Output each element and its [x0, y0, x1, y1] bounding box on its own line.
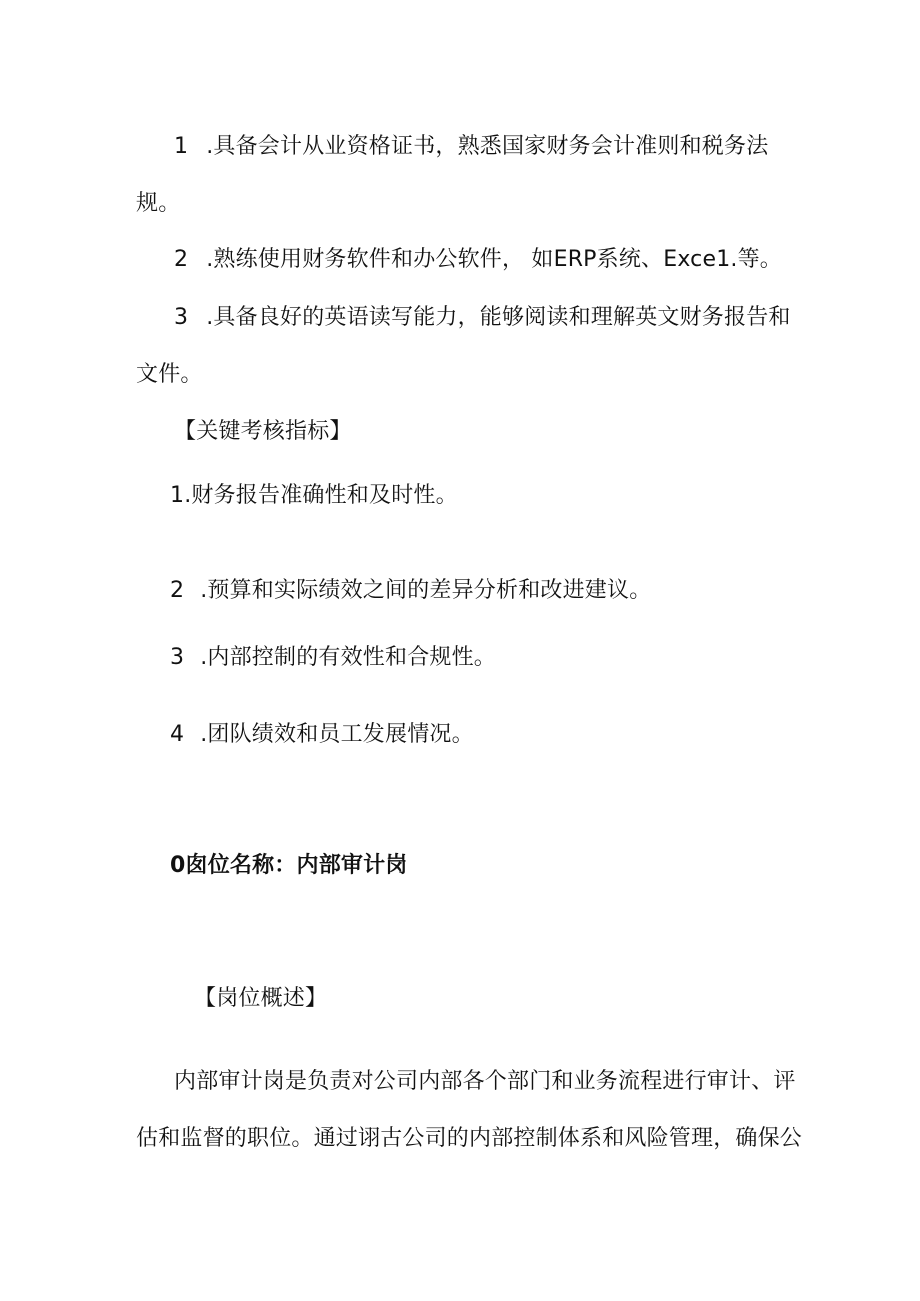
kpi-item-2-number: 2 [170, 578, 185, 603]
requirement-3-text: .具备良好的英语读写能力，能够阅读和理解英文财务报告和 [206, 305, 791, 330]
overview-line-1: 内部审计岗是负责对公司内部各个部门和业务流程进行审计、评 [174, 1069, 796, 1094]
requirement-3-number: 3 [174, 305, 189, 330]
kpi-item-2 [170, 576, 651, 606]
overview-line-2: 估和监督的职位。通过诩古公司的内部控制体系和风险管理，确保公 [136, 1126, 803, 1151]
overview-heading: 【岗位概述】 [194, 986, 328, 1011]
requirement-1-line-2: 规。 [136, 191, 181, 216]
kpi-heading: 【关键考核指标】 [174, 419, 352, 444]
requirement-2-text: .熟练使用财务软件和办公软件， 如ERP系统、Exce1.等。 [206, 247, 782, 272]
kpi-item-1: 1.财务报告准确性和及时性。 [170, 483, 458, 508]
requirement-2-number: 2 [174, 247, 189, 272]
kpi-item-3 [170, 643, 496, 673]
requirement-2-line [174, 245, 782, 275]
kpi-item-4 [170, 720, 474, 750]
kpi-item-2-text: .预算和实际绩效之间的差异分析和改进建议。 [200, 578, 652, 603]
kpi-item-4-text: .团队绩效和员工发展情况。 [200, 722, 474, 747]
kpi-item-3-text: .内部控制的有效性和合规性。 [200, 645, 496, 670]
kpi-item-3-number: 3 [170, 645, 185, 670]
kpi-item-4-number: 4 [170, 722, 185, 747]
requirement-1-text: .具备会计从业资格证书，熟悉国家财务会计准则和税务法 [206, 134, 769, 159]
requirement-3-line-2: 文件。 [136, 362, 203, 387]
requirement-1-number: 1 [174, 134, 189, 159]
requirement-3-line-1 [174, 303, 791, 333]
position-title: 0囱位名称：内部审计岗 [170, 853, 408, 878]
requirement-1-line-1 [174, 132, 768, 162]
